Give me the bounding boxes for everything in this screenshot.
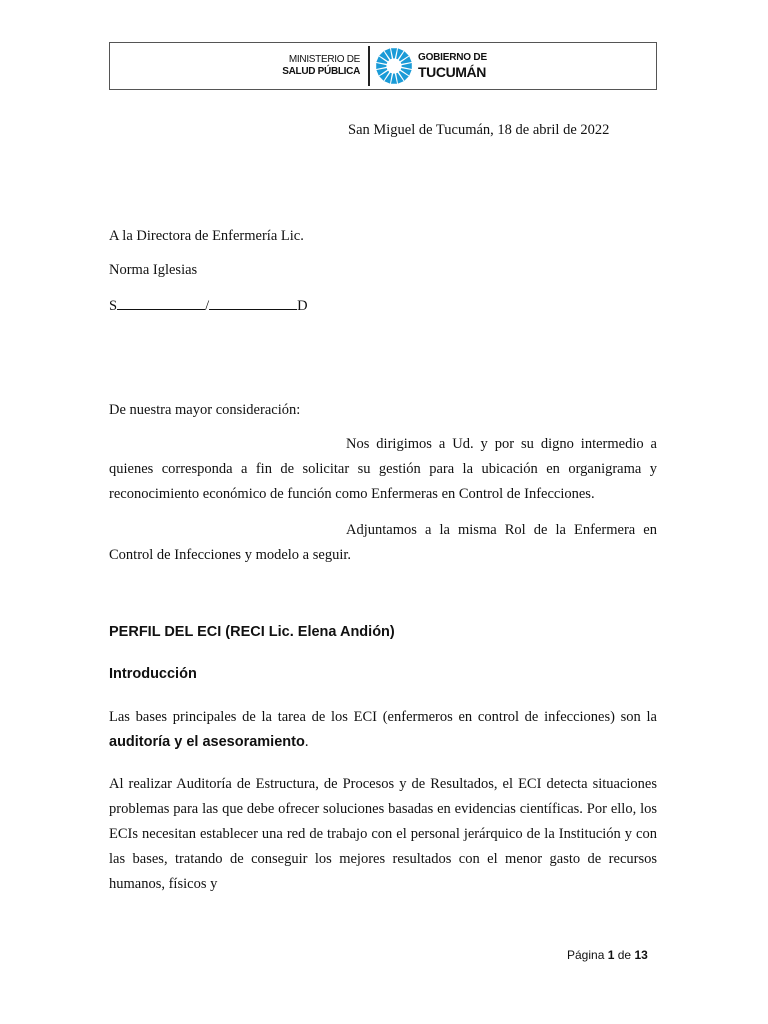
ministry-name [270,54,360,78]
paragraph-2 [109,518,657,568]
gov-line1: GOBIERNO DE [418,52,487,63]
addressee-line2: Norma Iglesias [109,262,198,278]
footer-total-pages: 13 [634,948,648,962]
ministry-line1: MINISTERIO DE [288,54,360,65]
paragraph-3-start: Las bases principales de la tarea de los ECI (enfermeros en control de infecciones) son la [109,709,657,725]
section-title: PERFIL DEL ECI (RECI Lic. Elena Andión) [109,624,395,640]
paragraph-1 [109,432,657,507]
paragraph-4: Al realizar Auditoría de Estructura, de Procesos y de Resultados, el ECI detecta situaciones problemas para las que debe ofrecer soluciones basadas en evidencias científicas. Por ello, los ECIs necesitan establecer una red de trabajo con el personal jerárquico de la Institución y con las bases, tratando de conseguir los mejores resultados con el menor gasto de recursos humanos, físicos y [109,776,657,892]
footer-of-label: de [617,948,632,962]
logo-ray [391,48,397,58]
addressee-sd [109,297,308,315]
footer-page-label: Página [567,948,605,962]
paragraph-1-text: Nos dirigimos a Ud. y por su digno intermedio a quienes corresponda a fin de solicitar su gestión para la ubicación en organigrama y reconocimiento económico de función como Enfermeras en Control de Infecciones. [109,436,657,502]
paragraph-3-bold: auditoría y el asesoramiento [109,734,305,750]
addressee-line1: A la Directora de Enfermería Lic. [109,228,304,244]
sd-blank-1 [117,297,205,310]
government-name [418,52,487,80]
sd-blank-2 [209,297,297,310]
footer-current-page: 1 [607,948,615,962]
government-logo-icon [375,47,413,85]
sd-d: D [297,298,308,314]
letterhead-divider [368,46,370,86]
subsection-title: Introducción [109,666,197,682]
gov-line2: TUCUMÁN [418,64,486,80]
paragraph-3 [109,705,657,755]
paragraph-2-text: Adjuntamos a la misma Rol de la Enfermera en Control de Infecciones y modelo a seguir. [109,522,657,563]
ministry-line2: SALUD PÚBLICA [282,66,360,77]
date-line: San Miguel de Tucumán, 18 de abril de 2022 [348,122,610,138]
sd-slash: / [205,298,210,314]
sd-s: S [109,298,118,314]
logo-ray [376,63,386,69]
page-footer [567,948,648,962]
logo-ray [391,74,397,84]
logo-ray [402,63,412,69]
paragraph-3-end: . [304,734,309,750]
salutation: De nuestra mayor consideración: [109,402,301,418]
